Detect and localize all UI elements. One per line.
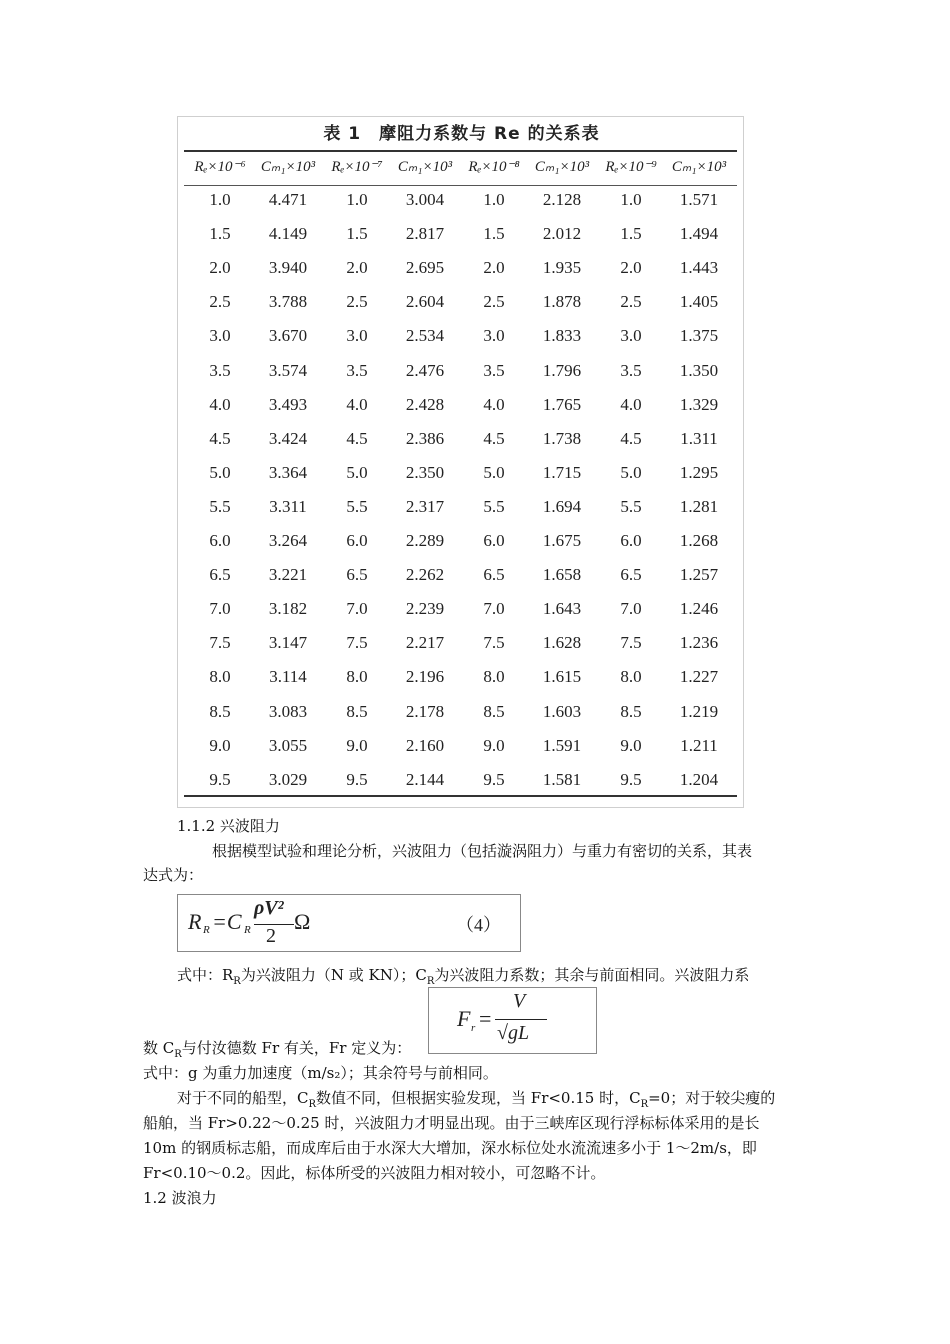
table-cell: 1.350	[679, 361, 719, 380]
table-cell: 1.694	[542, 497, 582, 516]
table-cell: 6.0	[483, 531, 505, 550]
paragraph-2-line-2: 船舶，当 Fr>0.22～0.25 时，兴波阻力才明显出现。由于三峡库区现行浮标标体采用的是长	[143, 1114, 760, 1132]
table-cell: 4.0	[346, 395, 368, 414]
table-cell: 2.5	[346, 292, 368, 311]
table-cell: 1.591	[542, 736, 582, 755]
paragraph-2-line-3: 10m 的钢质标志船，而成库后由于水深大大增加，深水标位处水流流速多小于 1～2m/s，即	[143, 1139, 757, 1157]
formula-4-number: （4）	[456, 915, 501, 935]
text-span: 为兴波阻力系数；其余与前面相同。兴波阻力系	[434, 966, 750, 984]
table-cell: 9.0	[209, 736, 231, 755]
table-cell: 4.0	[620, 395, 642, 414]
table-cell: 3.493	[268, 395, 308, 414]
table-header-cell: Cₘ₁×10³	[397, 159, 453, 175]
table-cell: 4.5	[620, 429, 642, 448]
table-cell: 2.5	[209, 292, 231, 311]
table-cell: 8.0	[483, 667, 505, 686]
table-cell: 1.5	[483, 224, 505, 243]
table-cell: 1.615	[542, 667, 582, 686]
table-cell: 1.715	[542, 463, 582, 482]
table-cell: 8.0	[620, 667, 642, 686]
table-cell: 1.878	[542, 292, 582, 311]
formula-4-numerator: ρV²	[254, 897, 284, 919]
table-cell: 8.0	[209, 667, 231, 686]
table-cell: 4.471	[268, 190, 308, 209]
table-cell: 1.0	[346, 190, 368, 209]
table-cell: 2.476	[405, 361, 445, 380]
table-cell: 1.5	[346, 224, 368, 243]
paragraph-line: 达式为：	[143, 866, 204, 884]
table-cell: 3.424	[268, 429, 308, 448]
table-cell: 1.603	[542, 702, 582, 721]
subscript: R	[174, 1049, 182, 1060]
table-cell: 2.012	[542, 224, 582, 243]
table-cell: 2.217	[405, 633, 445, 652]
table-header-cell: Rₑ×10⁻⁷	[331, 159, 383, 175]
table-cell: 6.0	[209, 531, 231, 550]
table-cell: 6.5	[209, 565, 231, 584]
table-cell: 5.0	[209, 463, 231, 482]
table-cell: 1.236	[679, 633, 719, 652]
fr-formula-eq: =	[479, 1006, 492, 1031]
formula-4-eq: =C	[212, 909, 242, 934]
table-cell: 8.0	[346, 667, 368, 686]
table-cell: 7.5	[346, 633, 368, 652]
table-cell: 1.257	[679, 565, 719, 584]
table-cell: 9.5	[346, 770, 368, 789]
table-header-cell: Cₘ₁×10³	[534, 159, 590, 175]
table-cell: 6.5	[483, 565, 505, 584]
text-span: 对于不同的船型，C	[177, 1089, 309, 1107]
table-cell: 5.5	[346, 497, 368, 516]
table-cell: 7.5	[483, 633, 505, 652]
table-cell: 3.182	[268, 599, 308, 618]
table-cell: 1.658	[542, 565, 582, 584]
table-cell: 1.765	[542, 395, 582, 414]
table-cell: 3.364	[268, 463, 308, 482]
subscript: R	[308, 1099, 317, 1110]
table-cell: 1.443	[679, 258, 719, 277]
table-cell: 3.574	[268, 361, 308, 380]
fr-formula-numerator: V	[513, 990, 526, 1012]
table-cell: 3.264	[268, 531, 308, 550]
table-cell: 5.5	[620, 497, 642, 516]
paragraph-line: 根据模型试验和理论分析，兴波阻力（包括漩涡阻力）与重力有密切的关系，其表	[212, 842, 753, 860]
table-cell: 7.0	[346, 599, 368, 618]
table-cell: 2.128	[542, 190, 582, 209]
table-cell: 1.796	[542, 361, 582, 380]
table-cell: 2.289	[405, 531, 445, 550]
section-heading-1-2: 1.2 波浪力	[143, 1189, 217, 1207]
table-cell: 4.149	[268, 224, 308, 243]
table-cell: 7.5	[209, 633, 231, 652]
text-span: 为兴波阻力（N 或 KN）；C	[240, 966, 427, 984]
table-cell: 1.5	[620, 224, 642, 243]
table-cell: 3.940	[268, 258, 308, 277]
table-cell: 4.5	[483, 429, 505, 448]
table-cell: 2.350	[405, 463, 445, 482]
table-cell: 2.0	[620, 258, 642, 277]
table-cell: 2.695	[405, 258, 445, 277]
table-cell: 3.311	[269, 497, 307, 516]
table-cell: 1.329	[679, 395, 719, 414]
table-cell: 3.029	[268, 770, 308, 789]
table-cell: 1.227	[679, 667, 719, 686]
table-cell: 1.405	[679, 292, 719, 311]
table-cell: 1.571	[679, 190, 719, 209]
table-title: 表 1 摩阻力系数与 Re 的关系表	[323, 124, 600, 144]
table-header-rule	[184, 185, 737, 186]
froude-formula-box	[428, 987, 597, 1054]
table-cell: 1.204	[679, 770, 719, 789]
table-cell: 1.268	[679, 531, 719, 550]
table-cell: 5.0	[620, 463, 642, 482]
table-cell: 2.386	[405, 429, 445, 448]
table-bottom-rule	[184, 795, 737, 797]
table-cell: 2.0	[209, 258, 231, 277]
section-heading-1-1-2: 1.1.2 兴波阻力	[177, 817, 280, 835]
fr-formula-lhs: F	[457, 1006, 471, 1031]
table-cell: 4.0	[483, 395, 505, 414]
table-cell: 3.670	[268, 326, 308, 345]
table-cell: 2.196	[405, 667, 445, 686]
formula-4-lhs: R	[188, 909, 202, 934]
table-cell: 7.5	[620, 633, 642, 652]
table-cell: 9.0	[620, 736, 642, 755]
table-cell: 3.055	[268, 736, 308, 755]
formula-4-lhs-sub: R	[203, 924, 210, 936]
table-cell: 3.0	[483, 326, 505, 345]
table-cell: 1.0	[209, 190, 231, 209]
formula-4-omega: Ω	[294, 909, 311, 934]
formula-4-denominator: 2	[266, 925, 276, 947]
gravity-definition: 式中：g 为重力加速度（m/s₂）；其余符号与前相同。	[143, 1064, 498, 1082]
table-cell: 2.5	[483, 292, 505, 311]
table-cell: 1.935	[542, 258, 582, 277]
table-cell: 8.5	[620, 702, 642, 721]
table-cell: 8.5	[209, 702, 231, 721]
table-cell: 6.0	[346, 531, 368, 550]
table-cell: 5.5	[483, 497, 505, 516]
table-cell: 1.211	[680, 736, 718, 755]
table-cell: 7.0	[620, 599, 642, 618]
table-cell: 5.0	[483, 463, 505, 482]
table-cell: 6.5	[620, 565, 642, 584]
table-cell: 1.738	[542, 429, 582, 448]
resistance-table-figure	[177, 116, 744, 808]
text-span: 数 C	[143, 1039, 175, 1057]
table-cell: 4.5	[346, 429, 368, 448]
table-cell: 4.5	[209, 429, 231, 448]
table-cell: 2.5	[620, 292, 642, 311]
table-cell: 9.5	[483, 770, 505, 789]
table-cell: 1.833	[542, 326, 582, 345]
table-cell: 2.160	[405, 736, 445, 755]
table-cell: 2.534	[405, 326, 445, 345]
table-cell: 9.0	[483, 736, 505, 755]
table-cell: 2.144	[405, 770, 445, 789]
table-cell: 2.0	[346, 258, 368, 277]
table-cell: 1.295	[679, 463, 719, 482]
table-cell: 3.083	[268, 702, 308, 721]
table-header-cell: Cₘ₁×10³	[260, 159, 316, 175]
table-cell: 3.0	[209, 326, 231, 345]
text-span: 式中：R	[177, 966, 234, 984]
table-cell: 3.0	[620, 326, 642, 345]
table-cell: 4.0	[209, 395, 231, 414]
table-cell: 3.221	[268, 565, 308, 584]
subscript: R	[426, 976, 435, 987]
table-header-cell: Rₑ×10⁻⁸	[468, 159, 520, 175]
table-cell: 8.5	[346, 702, 368, 721]
table-cell: 3.004	[405, 190, 445, 209]
table-header-cell: Rₑ×10⁻⁶	[194, 159, 246, 175]
table-cell: 8.5	[483, 702, 505, 721]
table-cell: 1.628	[542, 633, 582, 652]
subscript: R	[233, 976, 241, 987]
table-cell: 2.262	[405, 565, 445, 584]
table-cell: 3.114	[269, 667, 307, 686]
table-cell: 5.0	[346, 463, 368, 482]
fr-formula-lhs-sub: r	[471, 1022, 476, 1034]
table-cell: 1.375	[679, 326, 719, 345]
table-cell: 2.428	[405, 395, 445, 414]
table-cell: 3.147	[268, 633, 308, 652]
table-cell: 9.5	[620, 770, 642, 789]
fr-formula-fraction-bar	[495, 1019, 547, 1020]
table-cell: 1.5	[209, 224, 231, 243]
table-cell: 1.311	[680, 429, 718, 448]
table-cell: 1.643	[542, 599, 582, 618]
table-cell: 7.0	[483, 599, 505, 618]
table-cell: 2.239	[405, 599, 445, 618]
table-cell: 3.5	[346, 361, 368, 380]
table-cell: 1.219	[679, 702, 719, 721]
table-cell: 3.5	[483, 361, 505, 380]
table-cell: 1.281	[679, 497, 719, 516]
formula-4-box	[177, 894, 521, 952]
table-cell: 3.5	[620, 361, 642, 380]
text-span: 与付汝德数 Fr 有关，Fr 定义为：	[181, 1039, 412, 1057]
fr-formula-denominator: √gL	[497, 1022, 530, 1044]
paragraph-2-line-4: Fr<0.10～0.2。因此，标体所受的兴波阻力相对较小，可忽略不计。	[143, 1164, 606, 1182]
table-cell: 7.0	[209, 599, 231, 618]
table-cell: 1.0	[483, 190, 505, 209]
table-cell: 2.817	[405, 224, 445, 243]
table-cell: 5.5	[209, 497, 231, 516]
table-header-cell: Cₘ₁×10³	[671, 159, 727, 175]
table-cell: 1.494	[679, 224, 719, 243]
subscript: R	[640, 1099, 649, 1110]
table-cell: 2.0	[483, 258, 505, 277]
table-cell: 1.675	[542, 531, 582, 550]
table-cell: 6.0	[620, 531, 642, 550]
table-cell: 6.5	[346, 565, 368, 584]
text-span: 数值不同，但根据实验发现，当 Fr<0.15 时，C	[316, 1089, 641, 1107]
formula-4-c-sub: R	[244, 924, 251, 936]
table-cell: 3.0	[346, 326, 368, 345]
table-header-cell: Rₑ×10⁻⁹	[605, 159, 657, 175]
table-cell: 3.788	[268, 292, 308, 311]
text-span: =0；对于较尖瘦的	[648, 1089, 776, 1107]
table-cell: 9.5	[209, 770, 231, 789]
table-cell: 1.246	[679, 599, 719, 618]
table-top-rule	[184, 150, 737, 152]
table-cell: 1.0	[620, 190, 642, 209]
table-cell: 1.581	[542, 770, 582, 789]
table-cell: 3.5	[209, 361, 231, 380]
table-cell: 2.604	[405, 292, 445, 311]
table-cell: 2.317	[405, 497, 445, 516]
table-cell: 9.0	[346, 736, 368, 755]
table-cell: 2.178	[405, 702, 445, 721]
